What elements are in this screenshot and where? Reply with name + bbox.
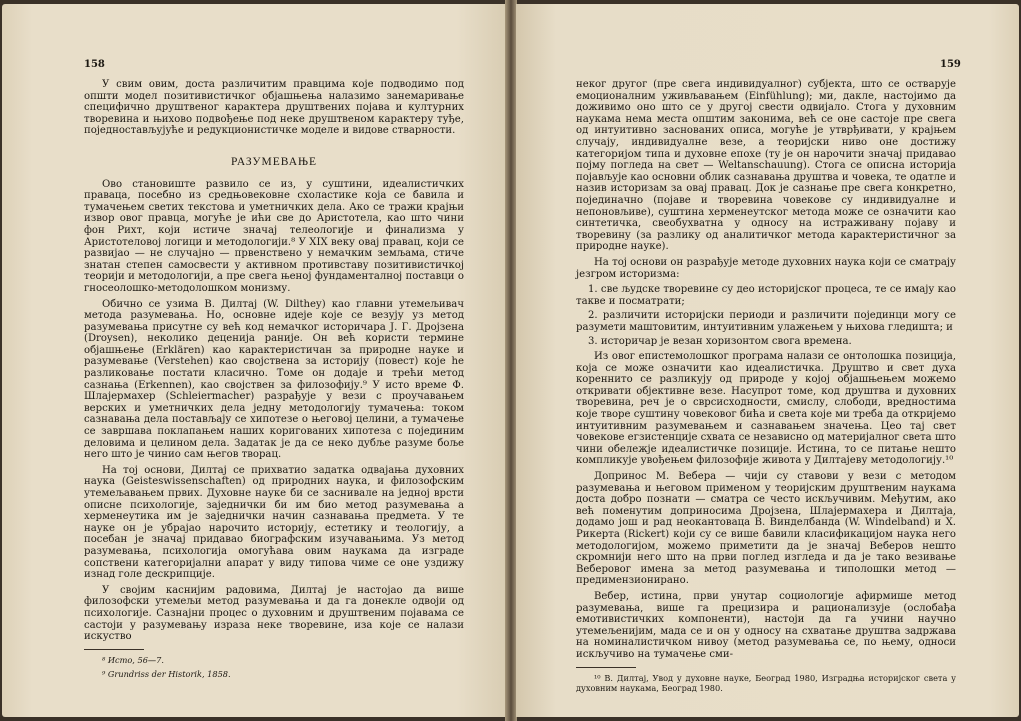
paragraph: Из овог епистемолошког програма налази се онтолошка позиција, која се може означити као идеалистичка. Друштво и свет духа кореннито се разликују од природе у којој објашњењем можемо откривати објективне везе. Насупрот томе, код друштва и духовних творевина, реч је о сврсисходности, смислу, слободи, вредностима које творе суштину човековог бића и света које ми треба да откријемо интуитивним разумевањем и сазнавањем значења. Цео тај свет човекове егзистенције схвата се независно од материјалног света што чини обележје идеалистичке позиције. Истина, то се питање нешто компликује увођењем филозофије живота у Дилтајеву методологију.¹⁰ bbox=[576, 351, 956, 467]
paragraph: У својим каснијим радовима, Дилтај је настојао да више филозофски утемељи метод разумевања и да га донекле одвоји од психологије. Сазнајни процес о духовним и друштвеним појавама се састоји у разумевању израза неке творевине, иза које се налази искуство bbox=[84, 584, 464, 643]
section-heading: РАЗУМЕВАЊЕ bbox=[230, 155, 318, 168]
page-number: 159 bbox=[940, 59, 961, 70]
footnote: ¹⁰ В. Дилтај, Увод у духовне науке, Београд 1980, Изградња историјског света у духовним наукама, Београд 1980. bbox=[576, 672, 956, 693]
left-page-body bbox=[84, 79, 464, 683]
list-item: 3. историчар је везан хоризонтом свога времена. bbox=[588, 336, 852, 348]
right-page bbox=[516, 4, 1019, 717]
list-item: 2. различити историјски периоди и различити појединци могу се разумети маштовитим, интуитивним улажењем у њихова гледишта; и bbox=[576, 310, 956, 333]
paragraph: Вебер, истина, први унутар социологије афирмише метод разумевања, више га прецизира и рационализује (ослобађа емотивистичких компоненти), настоји да га учини научно утемељенијим, мада се и он у односу на схватање друштва задржава на номиналистичком нивоу (метод разумевања се, по њему, односи искључиво на тумачење сми- bbox=[576, 590, 956, 660]
paragraph: Допринос М. Вебера — чији су ставови у вези с методом разумевања и његовом применом у теоријским друштвеним наукама доста добро познати — сматра се често искључивим. Међутим, ако већ поменутим доприносима Дројзена, Шлајермахера и Дилтаја, додамо још и рад неокантоваца В. Винделбанда (W. Windelband) и Х. Рикерта (Rickert) који су се више бавили класификацијом наука него методологијом, можемо приметити да је значај Веберов нешто скромнији него што на први поглед изгледа и да је тако везивање Веберовог имена за метод разумевања и типолошки метод — предимензионирано. bbox=[576, 471, 956, 587]
left-page bbox=[2, 4, 507, 717]
paragraph: неког другог (пре свега индивидуалног) субјекта, што се остварује емоционалним уживљавањем (Einfühlung); ми, дакле, настојимо да доживимо оно што се у другој свести одвијало. Стога у духовним наукама нема места општим законима, већ се оне састоје пре свега од интуитивно заснованих описа, могуће је утврђивати, у крајњем случају, индивидуалне везе, а теоријски ниво оне достижу категоријом типа и духовне епохе (ту је он нарочити значај придавао појму погледа на свет — Weltanschauung). Стога се опиcна историја појављује као основни облик сазнавања друштва и човека, те одатле и назив историзам за овај правац. Док је сазнање пре свега конкретно, појединачно (појаве и творевина човекове су индивидуалне и непоновљиве), суштина херменеутског метода може се означити као синтетичка, свеобухватна у односу на истраживану појаву и творевину (за разлику од аналитичког метода карактеристичног за природне науке). bbox=[576, 79, 956, 253]
page-number: 158 bbox=[84, 59, 105, 70]
paragraph: Обично се узима В. Дилтај (W. Dilthey) као главни утемељивач метода разумевања. Но, основне идеје које се везују уз метод разумевања присутне су већ код немачког историчара Ј. Г. Дројзена (Droysen), неколико деценија раније. Он већ користи термине објашњење (Erklären) као карактеристичан за природне науке и разумевање (Verstehen) као својствена за историју (повест) које he разликовање постати класично. Томе он додаје и трећи метод сазнања (Erkennen), као својствен за филозофију.⁹ У исто време Ф. Шлајермахер (Schleiermacher) разрађује у вези с проучавањем верских и уметничких дела једну методологију тумачења: током сазнавања дела постављају се хипотезе о његовој целини, а тумачење се завршава поклапањем наших коригованих хипотеза с појединим деловима и целином дела. Задатак је да се нeко дубљe разумe боље него што је чинио сам његов творац. bbox=[84, 298, 464, 461]
numbered-list bbox=[576, 284, 956, 348]
paragraph: На тој основи, Дилтај се прихватио задатка одвајања духовних наука (Geisteswissenschaften) од природних наука, и филозофским утемељавањем првих. Духовне науке би се заснивале на једној врсти описне психологије, заједнички би им био метод разумевања а херменеутика им је заједнички начин сазнавања предмета. У те науке он је убрајао нарочито историју, естетику и теологију, а посебан је значај придавао биографским изучавањима. Уз метод разумевања, психологија омогућава овим наукама да изграде сопствени категоријални апарат у виду типова чиме се оне уздижу изнад голе дескрипције. bbox=[84, 464, 464, 581]
footnote-divider bbox=[576, 667, 636, 668]
footnote-divider bbox=[84, 649, 144, 650]
paragraph: Ово становиште развило се из, у суштини, идеалистичких праваца, посебно из средњовековне схоластике која се бавила и тумачењем светих текстова и уметничких дела. Ако се тражи крајњи извор овог правца, могуће је ићи све до Аристотела, као што чини фон Рихт, који истиче значај телеологије и финализма у Аристотеловој логици и методологији.⁸ У XIX веку овај правац, који се развијао — не случајно — првенствено у немачким земљама, стиче знатан степен самосвести у активном противставу позитивистичкој теорији и методологији, а пре свега њеној фундаменталној поставци о гносеолошко-методолошком монизму. bbox=[84, 178, 464, 294]
right-page-body bbox=[576, 79, 956, 697]
footnote: ⁹ Grundriss der Historik, 1858. bbox=[102, 668, 231, 679]
paragraph: На тој основи он разрађује методе духовних наука који се сматрају језгром историзма: bbox=[576, 256, 956, 280]
paragraph: У свим овим, доста различитим правцима које подводимо под општи модел позитивистичког објашњења налазимо занемаривање специфично друштвеног карактера друштвених појава и културних творевина и њихово подвођење под неке друштвеном карактеру туђе, поједностављујуће и редукционистичке моделе и видове стварности. bbox=[84, 79, 464, 137]
footnote: ⁸ Исто, 56—7. bbox=[102, 654, 164, 665]
list-item: 1. све људске творевине су део историјског процеса, те се имају као такве и посматрати; bbox=[576, 284, 956, 307]
